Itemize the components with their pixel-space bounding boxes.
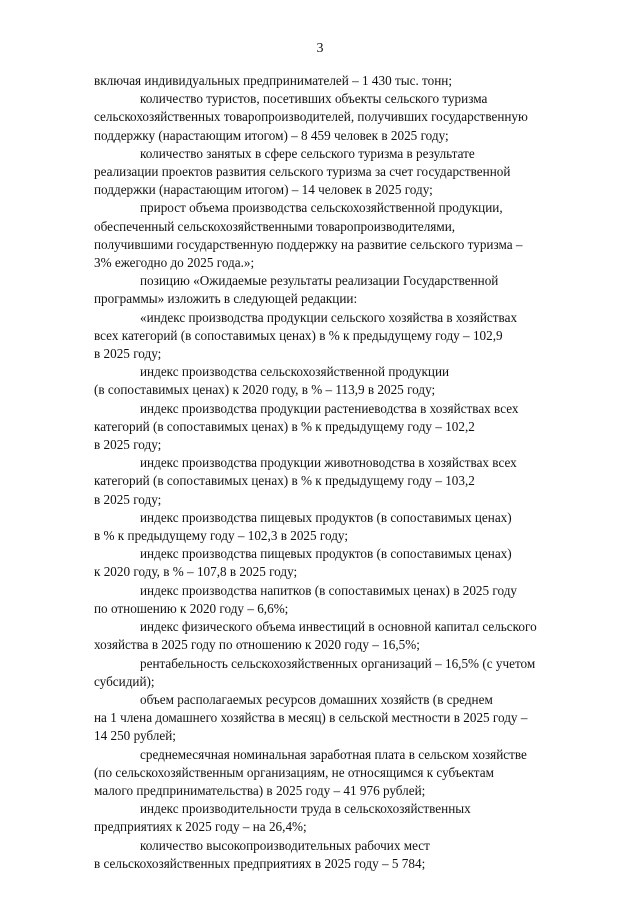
paragraph (94, 582, 597, 618)
text-line: 14 250 рублей; (94, 728, 176, 744)
text-line: 3% ежегодно до 2025 года.»; (94, 255, 255, 271)
text-line: в сельскохозяйственных предприятиях в 2025 году – 5 784; (94, 855, 426, 871)
text-line: количество высокопроизводительных рабочих мест (140, 837, 430, 853)
text-line: «индекс производства продукции сельского хозяйства в хозяйствах (140, 309, 518, 325)
text-line: программы» изложить в следующей редакции: (94, 291, 358, 307)
paragraph (94, 400, 597, 455)
text-line: поддержки (нарастающим итогом) – 14 человек в 2025 году; (94, 182, 433, 198)
text-line: (в сопоставимых ценах) к 2020 году, в % – 113,9 в 2025 году; (94, 382, 436, 398)
text-line: рентабельность сельскохозяйственных организаций – 16,5% (с учетом (140, 655, 536, 671)
text-line: по отношению к 2020 году – 6,6%; (94, 600, 289, 616)
text-line: в 2025 году; (94, 346, 162, 362)
text-line: на 1 члена домашнего хозяйства в месяц) в сельской местности в 2025 году – (94, 710, 528, 726)
text-line: к 2020 году, в % – 107,8 в 2025 году; (94, 564, 298, 580)
text-line: получившими государственную поддержку на развитие сельского туризма – (94, 236, 523, 252)
document-body (94, 72, 597, 873)
text-line: поддержку (нарастающим итогом) – 8 459 человек в 2025 году; (94, 127, 449, 143)
text-line: субсидий); (94, 673, 155, 689)
text-line: в 2025 году; (94, 491, 162, 507)
text-line: в % к предыдущему году – 102,3 в 2025 году; (94, 528, 348, 544)
paragraph (94, 309, 597, 364)
text-line: обеспеченный сельскохозяйственными товаропроизводителями, (94, 218, 456, 234)
text-line: индекс производства сельскохозяйственной продукции (140, 364, 450, 380)
paragraph (94, 272, 597, 308)
text-line: категорий (в сопоставимых ценах) в % к предыдущему году – 102,2 (94, 418, 475, 434)
paragraph (94, 145, 597, 200)
text-line: хозяйства в 2025 году по отношению к 2020 году – 16,5%; (94, 637, 420, 653)
text-line: индекс производства напитков (в сопоставимых ценах) в 2025 году (140, 582, 518, 598)
text-line: категорий (в сопоставимых ценах) в % к предыдущему году – 103,2 (94, 473, 475, 489)
text-line: малого предпринимательства) в 2025 году – 41 976 рублей; (94, 782, 426, 798)
text-line: индекс физического объема инвестиций в основной капитал сельского (140, 619, 537, 635)
text-line: объем располагаемых ресурсов домашних хозяйств (в среднем (140, 691, 493, 707)
paragraph (94, 800, 597, 836)
text-line: (по сельскохозяйственным организациям, не относящимся к субъектам (94, 764, 494, 780)
text-line: позицию «Ожидаемые результаты реализации Государственной (140, 273, 499, 289)
page-number: 3 (316, 41, 324, 56)
paragraph (94, 363, 597, 399)
text-line: всех категорий (в сопоставимых ценах) в % к предыдущему году – 102,9 (94, 327, 503, 343)
text-line: сельскохозяйственных товаропроизводителей, получивших государственную (94, 109, 528, 125)
text-line: реализации проектов развития сельского туризма за счет государственной (94, 164, 511, 180)
text-line: индекс производительности труда в сельскохозяйственных (140, 801, 471, 817)
paragraph (94, 545, 597, 581)
text-line: количество туристов, посетивших объекты сельского туризма (140, 91, 488, 107)
paragraph (94, 837, 597, 873)
paragraph (94, 454, 597, 509)
text-line: предприятиях к 2025 году – на 26,4%; (94, 819, 307, 835)
paragraph (94, 509, 597, 545)
paragraph (94, 691, 597, 746)
text-line: в 2025 году; (94, 437, 162, 453)
paragraph (94, 90, 597, 145)
text-line: прирост объема производства сельскохозяйственной продукции, (140, 200, 503, 216)
paragraph (94, 655, 597, 691)
paragraph (94, 199, 597, 272)
paragraph (94, 746, 597, 801)
text-line: индекс производства пищевых продуктов (в сопоставимых ценах) (140, 509, 512, 525)
text-line: среднемесячная номинальная заработная плата в сельском хозяйстве (140, 746, 527, 762)
text-line: включая индивидуальных предпринимателей – 1 430 тыс. тонн; (94, 73, 453, 88)
text-line: количество занятых в сфере сельского туризма в результате (140, 145, 475, 161)
paragraph (94, 72, 597, 90)
text-line: индекс производства продукции растениеводства в хозяйствах всех (140, 400, 519, 416)
text-line: индекс производства пищевых продуктов (в сопоставимых ценах) (140, 546, 512, 562)
text-line: индекс производства продукции животноводства в хозяйствах всех (140, 455, 517, 471)
paragraph (94, 618, 597, 654)
